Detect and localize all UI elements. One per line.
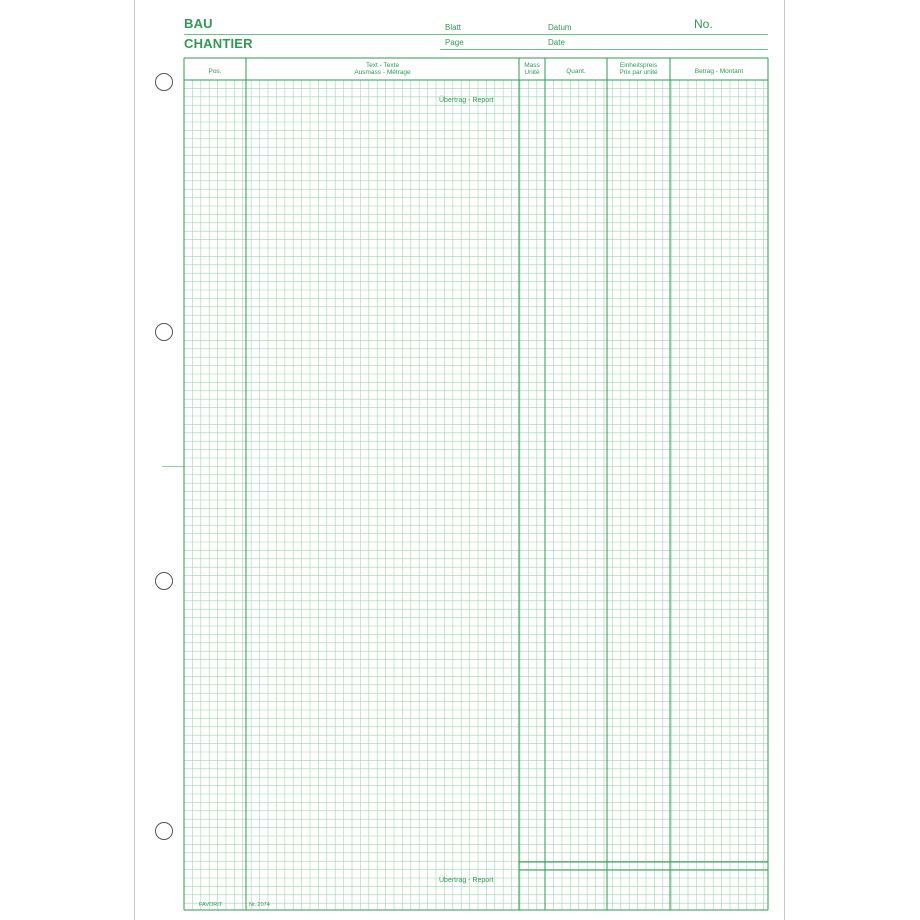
column-pos: Pos. (208, 68, 222, 75)
footer-brand: FAVORIT (199, 902, 223, 908)
carry-forward-top: Übertrag - Report (439, 97, 494, 104)
column-text (246, 62, 519, 76)
column-unit (519, 62, 545, 76)
column-amount: Betrag - Montant (694, 68, 744, 75)
column-unit-line2: Unité (524, 69, 540, 76)
column-text-line1: Text - Texte (365, 62, 400, 69)
date-label-fr: Date (548, 38, 565, 47)
column-unit-line1: Mass (524, 62, 540, 69)
form-title-fr: CHANTIER (184, 36, 253, 51)
column-text-line2: Ausmass - Métrage (354, 69, 411, 76)
footer-form-number: Nr. 2074 (249, 902, 270, 908)
sheet-label-fr: Page (445, 38, 464, 47)
sheet-label-de: Blatt (445, 23, 462, 32)
column-quantity: Quant. (566, 68, 586, 75)
carry-forward-bottom: Übertrag - Report (439, 877, 494, 884)
column-unit-price (607, 62, 670, 76)
column-unit-price-line1: Einheitspreis (619, 62, 658, 69)
column-unit-price-line2: Prix par unité (619, 69, 658, 76)
number-label: No. (694, 17, 713, 31)
form-title-de: BAU (184, 16, 213, 31)
date-label-de: Datum (548, 23, 572, 32)
